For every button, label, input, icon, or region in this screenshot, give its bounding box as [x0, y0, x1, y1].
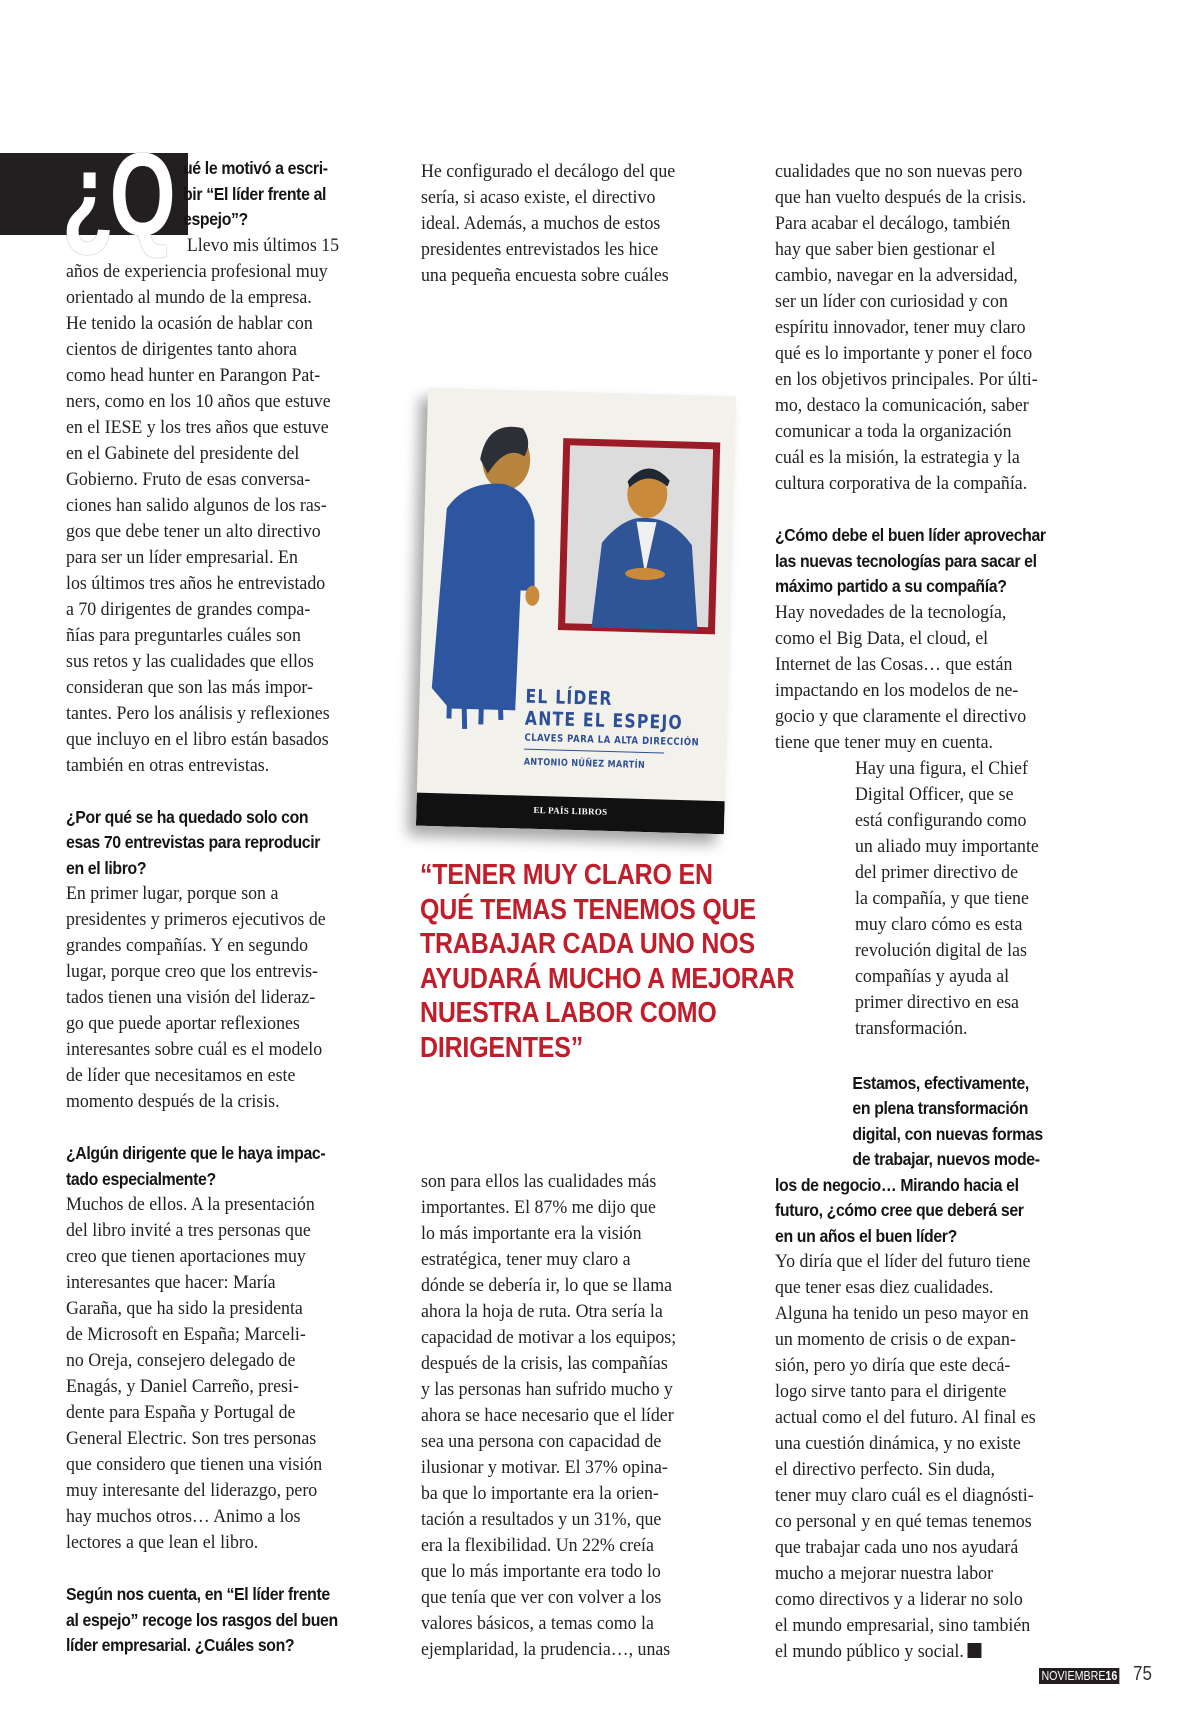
question-4: [66, 1582, 396, 1659]
text-line: que incluyo en el libro están basados: [66, 728, 329, 750]
text-line: Garaña, que ha sido la presidenta: [66, 1298, 303, 1319]
text-line: espíritu innovador, tener muy claro: [775, 317, 1026, 338]
answer-5-indented: [775, 756, 1120, 1042]
text-line: Yo diría que el líder del futuro tiene: [775, 1251, 1031, 1272]
text-line: sea una persona con capacidad de: [421, 1431, 662, 1452]
text-line: Para acabar el decálogo, también: [775, 213, 1011, 234]
text-line: “TENER MUY CLARO EN: [420, 859, 713, 891]
text-line: TRABAJAR CADA UNO NOS: [420, 928, 755, 960]
text-line: mucho a mejorar nuestra labor: [775, 1563, 994, 1584]
book-author: ANTONIO NÚÑEZ MARTÍN: [523, 756, 646, 771]
text-line: ba que lo importante era la orien-: [421, 1483, 659, 1504]
text-line: sus retos y las cualidades que ellos: [66, 650, 314, 672]
question-5: [775, 523, 1120, 600]
text-line: Muchos de ellos. A la presentación: [66, 1194, 315, 1215]
text-line: NUESTRA LABOR COMO: [420, 997, 717, 1029]
dropcap: ¿Q: [62, 129, 172, 261]
question-6-indented: [775, 1071, 1120, 1173]
text-line: ¿Algún dirigente que le haya impac-: [66, 1143, 326, 1163]
text-line: muy interesante del liderazgo, pero: [66, 1480, 318, 1501]
text-line: qué es lo importante y poner el foco: [775, 343, 1033, 364]
text-line: revolución digital de las: [854, 939, 1027, 961]
book-title-line-1: EL LÍDER: [525, 685, 614, 711]
text-line: Llevo mis últimos 15: [186, 234, 340, 256]
text-line: que tener esas diez cualidades.: [775, 1277, 994, 1298]
text-line: ciones han salido algunos de los ras-: [66, 494, 327, 516]
text-line: interesantes sobre cuál es el modelo: [66, 1039, 323, 1060]
text-line: al espejo” recoge los rasgos del buen: [66, 1609, 338, 1630]
text-line: DIRIGENTES”: [420, 1031, 584, 1064]
text-line: cultura corporativa de la compañía.: [775, 473, 1028, 494]
text-line: logo sirve tanto para el dirigente: [775, 1381, 1007, 1402]
text-line: tado especialmente?: [66, 1168, 216, 1189]
text-line: cuál es la misión, la estrategia y la: [775, 447, 1020, 468]
book-title-line-2: ANTE EL ESPEJO: [524, 707, 684, 735]
text-line: como head hunter en Parangon Pat-: [66, 364, 321, 386]
text-line: tados tienen una visión del lideraz-: [66, 987, 316, 1008]
question-3: [66, 1141, 396, 1192]
text-line: presidentes y primeros ejecutivos de: [66, 909, 326, 930]
text-line: en plena transformación: [852, 1098, 1029, 1118]
answer-5: [775, 600, 1120, 756]
end-mark-icon: [968, 1643, 982, 1658]
text-line: tantes. Pero los análisis y reflexiones: [66, 702, 330, 724]
text-line: sería, si acaso existe, el directivo: [421, 187, 656, 208]
text-line: consideran que son las más impor-: [66, 676, 313, 698]
text-line: una cuestión dinámica, y no existe: [775, 1433, 1021, 1454]
text-line: está configurando como: [854, 809, 1027, 831]
book-subtitle: CLAVES PARA LA ALTA DIRECCIÓN: [524, 732, 700, 749]
text-line: y las personas han sufrido mucho y: [421, 1379, 673, 1400]
text-line: no Oreja, consejero delegado de: [66, 1350, 296, 1371]
answer-1: [66, 233, 396, 779]
text-line: Según nos cuenta, en “El líder frente: [66, 1584, 330, 1604]
text-line: tener muy claro cuál es el diagnósti-: [775, 1485, 1034, 1506]
issue-month: NOVIEMBRE: [1041, 1668, 1106, 1683]
text-line: de líder que necesitamos en este: [66, 1065, 296, 1086]
text-line: valores básicos, a temas como la: [421, 1613, 654, 1634]
text-line: creo que tienen aportaciones muy: [66, 1246, 306, 1267]
text-line: estratégica, tener muy claro a: [421, 1249, 631, 1270]
text-line: que han vuelto después de la crisis.: [775, 187, 1027, 208]
text-line: sión, pero yo diría que este decá-: [775, 1355, 1011, 1376]
issue-tag: [1039, 1668, 1120, 1684]
text-line: gos que debe tener un alto directivo: [66, 520, 321, 542]
column-2-top: [421, 159, 751, 289]
text-line: ahora se hace necesario que el líder: [421, 1405, 674, 1426]
text-line: tación a resultados y un 31%, que: [421, 1509, 662, 1530]
page-number: 75: [1133, 1663, 1152, 1685]
text-line: digital, con nuevas formas: [852, 1123, 1043, 1144]
text-line: ¿Por qué se ha quedado solo con: [66, 806, 309, 827]
text-line: que lo más importante era todo lo: [421, 1561, 661, 1582]
text-line: Digital Officer, que se: [854, 783, 1014, 805]
text-line: Hay novedades de la tecnología,: [775, 601, 1007, 623]
text-line: dónde se debería ir, lo que se llama: [421, 1275, 672, 1296]
text-line: son para ellos las cualidades más: [421, 1171, 657, 1192]
text-line: Alguna ha tenido un peso mayor en: [775, 1303, 1029, 1324]
text-line: los de negocio… Mirando hacia el: [775, 1174, 1019, 1195]
text-line: muy claro cómo es esta: [854, 913, 1023, 935]
text-line: futuro, ¿cómo cree que deberá ser: [775, 1200, 1024, 1220]
text-line: cientos de dirigentes tanto ahora: [66, 338, 297, 360]
text-line: Gobierno. Fruto de esas conversa-: [66, 468, 311, 490]
pull-quote: [420, 858, 794, 1065]
text-line: que tenía que ver con volver a los: [421, 1587, 662, 1608]
text-line: co personal y en qué temas tenemos: [775, 1511, 1032, 1532]
text-line: a 70 dirigentes de grandes compa-: [66, 598, 311, 620]
text-line: lectores a que lean el libro.: [66, 1532, 259, 1553]
column-3: [775, 159, 1120, 1665]
text-line: de trabajar, nuevos mode-: [852, 1149, 1040, 1169]
text-line: cambio, navegar en la adversidad,: [775, 265, 1018, 286]
text-line: QUÉ TEMAS TENEMOS QUE: [420, 893, 756, 926]
text-line: ¿Cómo debe el buen líder aprovechar: [775, 525, 1046, 545]
text-line: hay muchos otros… Animo a los: [66, 1506, 301, 1527]
text-line: presidentes entrevistados les hice: [421, 239, 659, 260]
issue-year: 16: [1105, 1668, 1118, 1683]
text-line: orientado al mundo de la empresa.: [66, 286, 312, 308]
text-line: en el Gabinete del presidente del: [66, 442, 300, 464]
column-1: [66, 156, 396, 1659]
text-line: impactando en los modelos de ne-: [775, 679, 1019, 701]
question-2: [66, 805, 396, 882]
text-line: lugar, porque creo que los entrevis-: [66, 961, 319, 982]
book-title: [525, 686, 684, 734]
text-line: también en otras entrevistas.: [66, 754, 270, 776]
answer-6: [775, 1249, 1120, 1665]
text-line: ñías para preguntarles cuáles son: [66, 624, 301, 646]
text-line: en el IESE y los tres años que estuve: [66, 416, 329, 438]
text-line: He tenido la ocasión de hablar con: [66, 312, 313, 334]
text-line: actual como el del futuro. Al final es: [775, 1407, 1036, 1428]
text-line: una pequeña encuesta sobre cuáles: [421, 265, 669, 286]
text-line: ser un líder con curiosidad y con: [775, 291, 1008, 312]
column-2-bottom: [421, 1169, 751, 1663]
text-line: AYUDARÁ MUCHO A MEJORAR: [420, 962, 795, 995]
text-line: del primer directivo de: [854, 861, 1019, 883]
text-line: dente para España y Portugal de: [66, 1402, 296, 1423]
text-line: hay que saber bien gestionar el: [775, 239, 996, 260]
text-line: momento después de la crisis.: [66, 1091, 280, 1112]
text-line: ué le motivó a escri-: [183, 158, 328, 178]
text-line: como el Big Data, el cloud, el: [775, 627, 989, 649]
text-line: de Microsoft en España; Marceli-: [66, 1324, 306, 1345]
text-line: go que puede aportar reflexiones: [66, 1013, 300, 1034]
text-line: capacidad de motivar a los equipos;: [421, 1327, 677, 1348]
text-line: en los objetivos principales. Por últi-: [775, 369, 1038, 390]
text-line: Enagás, y Daniel Carreño, presi-: [66, 1376, 299, 1397]
text-line: máximo partido a su compañía?: [775, 576, 1007, 596]
text-line: interesantes que hacer: María: [66, 1272, 276, 1293]
text-line: Internet de las Cosas… que están: [775, 653, 1013, 675]
text-line: En primer lugar, porque son a: [66, 883, 279, 904]
text-line: ahora la hoja de ruta. Otra sería la: [421, 1301, 663, 1322]
question-6: [775, 1173, 1120, 1250]
book-cover-image: [416, 388, 736, 834]
text-line: ilusionar y motivar. El 37% opina-: [421, 1457, 668, 1478]
text-line: General Electric. Son tres personas: [66, 1428, 317, 1449]
text-line: comunicar a toda la organización: [775, 421, 1012, 442]
text-line: del libro invité a tres personas que: [66, 1220, 311, 1241]
text-line: que trabajar cada uno nos ayudará: [775, 1537, 1019, 1558]
text-line: bir “El líder frente al: [183, 183, 327, 204]
text-line: las nuevas tecnologías para sacar el: [775, 550, 1037, 571]
text-line: en el libro?: [66, 857, 147, 878]
text-line: Estamos, efectivamente,: [852, 1072, 1029, 1093]
text-line: ners, como en los 10 años que estuve: [66, 390, 331, 412]
text-line: el mundo público y social.: [775, 1639, 1096, 1665]
text-line: He configurado el decálogo del que: [421, 161, 676, 182]
text-line: gocio y que claramente el directivo: [775, 705, 1027, 727]
text-line: mo, destaco la comunicación, saber: [775, 395, 1029, 416]
text-line: grandes compañías. Y en segundo: [66, 935, 308, 956]
text-line: importantes. El 87% me dijo que: [421, 1197, 656, 1218]
text-line: era la flexibilidad. Un 22% creía: [421, 1535, 654, 1556]
text-line: compañías y ayuda al: [854, 965, 1010, 987]
text-line: cualidades que no son nuevas pero: [775, 161, 1023, 182]
answer-2: [66, 881, 396, 1115]
text-line: un aliado muy importante: [854, 835, 1039, 857]
text-line: como directivos y a liderar no solo: [775, 1589, 1023, 1610]
text-line: la compañía, y que tiene: [854, 887, 1029, 909]
text-line: transformación.: [854, 1017, 968, 1039]
question-1: [66, 156, 396, 233]
text-line: el directivo perfecto. Sin duda,: [775, 1459, 996, 1480]
text-line: un momento de crisis o de expan-: [775, 1329, 1016, 1350]
text-line: en un años el buen líder?: [775, 1225, 957, 1246]
text-line: el mundo empresarial, sino también: [775, 1615, 1031, 1636]
text-line: lo más importante era la visión: [421, 1223, 642, 1244]
text-line: después de la crisis, las compañías: [421, 1353, 668, 1374]
text-line: tiene que tener muy en cuenta.: [775, 731, 994, 753]
answer-4-continued: [775, 159, 1120, 497]
text-line: Hay una figura, el Chief: [854, 757, 1028, 779]
text-line: ideal. Además, a muchos de estos: [421, 213, 661, 234]
text-line: años de experiencia profesional muy: [66, 260, 328, 282]
answer-3: [66, 1192, 396, 1556]
text-line: esas 70 entrevistas para reproducir: [66, 832, 321, 852]
text-line: espejo”?: [183, 209, 248, 229]
text-line: primer directivo en esa: [854, 991, 1019, 1013]
text-line: para ser un líder empresarial. En: [66, 546, 298, 568]
text-line: que considero que tienen una visión: [66, 1454, 323, 1475]
text-line: líder empresarial. ¿Cuáles son?: [66, 1635, 295, 1655]
text-line: ejemplaridad, la prudencia…, unas: [421, 1639, 671, 1660]
book-publisher: EL PAÍS LIBROS: [533, 804, 608, 817]
text-line: los últimos tres años he entrevistado: [66, 572, 326, 594]
